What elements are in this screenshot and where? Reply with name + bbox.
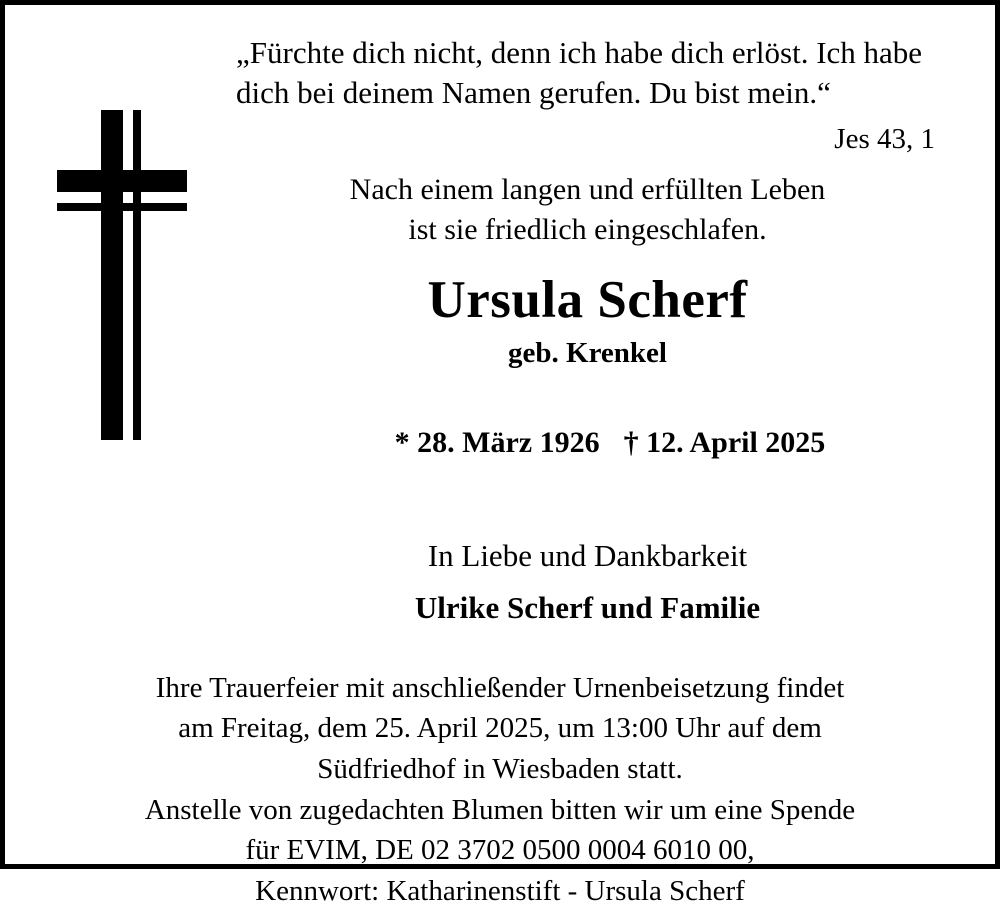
cross-icon <box>57 110 187 440</box>
funeral-details-line: am Freitag, dem 25. April 2025, um 13:00 Uhr auf dem <box>178 712 822 745</box>
deceased-name: Ursula Scherf <box>427 270 748 329</box>
bible-verse: „Fürchte dich nicht, denn ich habe dich erlöst. Ich habe dich bei deinem Namen gerufen. Du bist mein.“ <box>236 35 923 111</box>
death-date: † 12. April 2025 <box>623 425 826 459</box>
funeral-details-line: Anstelle von zugedachten Blumen bitten wir um eine Spende <box>144 793 856 826</box>
funeral-details-line: Südfriedhof in Wiesbaden statt. <box>317 753 683 785</box>
intro-line-1: Nach einem langen und erfüllten Leben <box>349 173 826 207</box>
birth-date: * 28. März 1926 <box>394 425 600 459</box>
life-dates <box>218 392 957 494</box>
intro-line-2: ist sie friedlich eingeschlafen. <box>408 212 767 246</box>
obituary-content <box>218 33 957 626</box>
bible-verse-reference: Jes 43, 1 <box>834 122 935 155</box>
funeral-details-line: Kennwort: Katharinenstift - Ursula Scherf <box>255 874 745 907</box>
intro-text <box>218 170 957 249</box>
funeral-details <box>33 668 967 911</box>
family-name: Ulrike Scherf und Familie <box>414 589 761 625</box>
gratitude-text: In Liebe und Dankbarkeit <box>427 537 748 573</box>
funeral-details-line: Ihre Trauerfeier mit anschließender Urnenbeisetzung findet <box>155 671 845 704</box>
funeral-details-line: für EVIM, DE 02 3702 0500 0004 6010 00, <box>245 834 755 867</box>
maiden-name: geb. Krenkel <box>508 336 667 369</box>
date-separator <box>600 426 624 460</box>
